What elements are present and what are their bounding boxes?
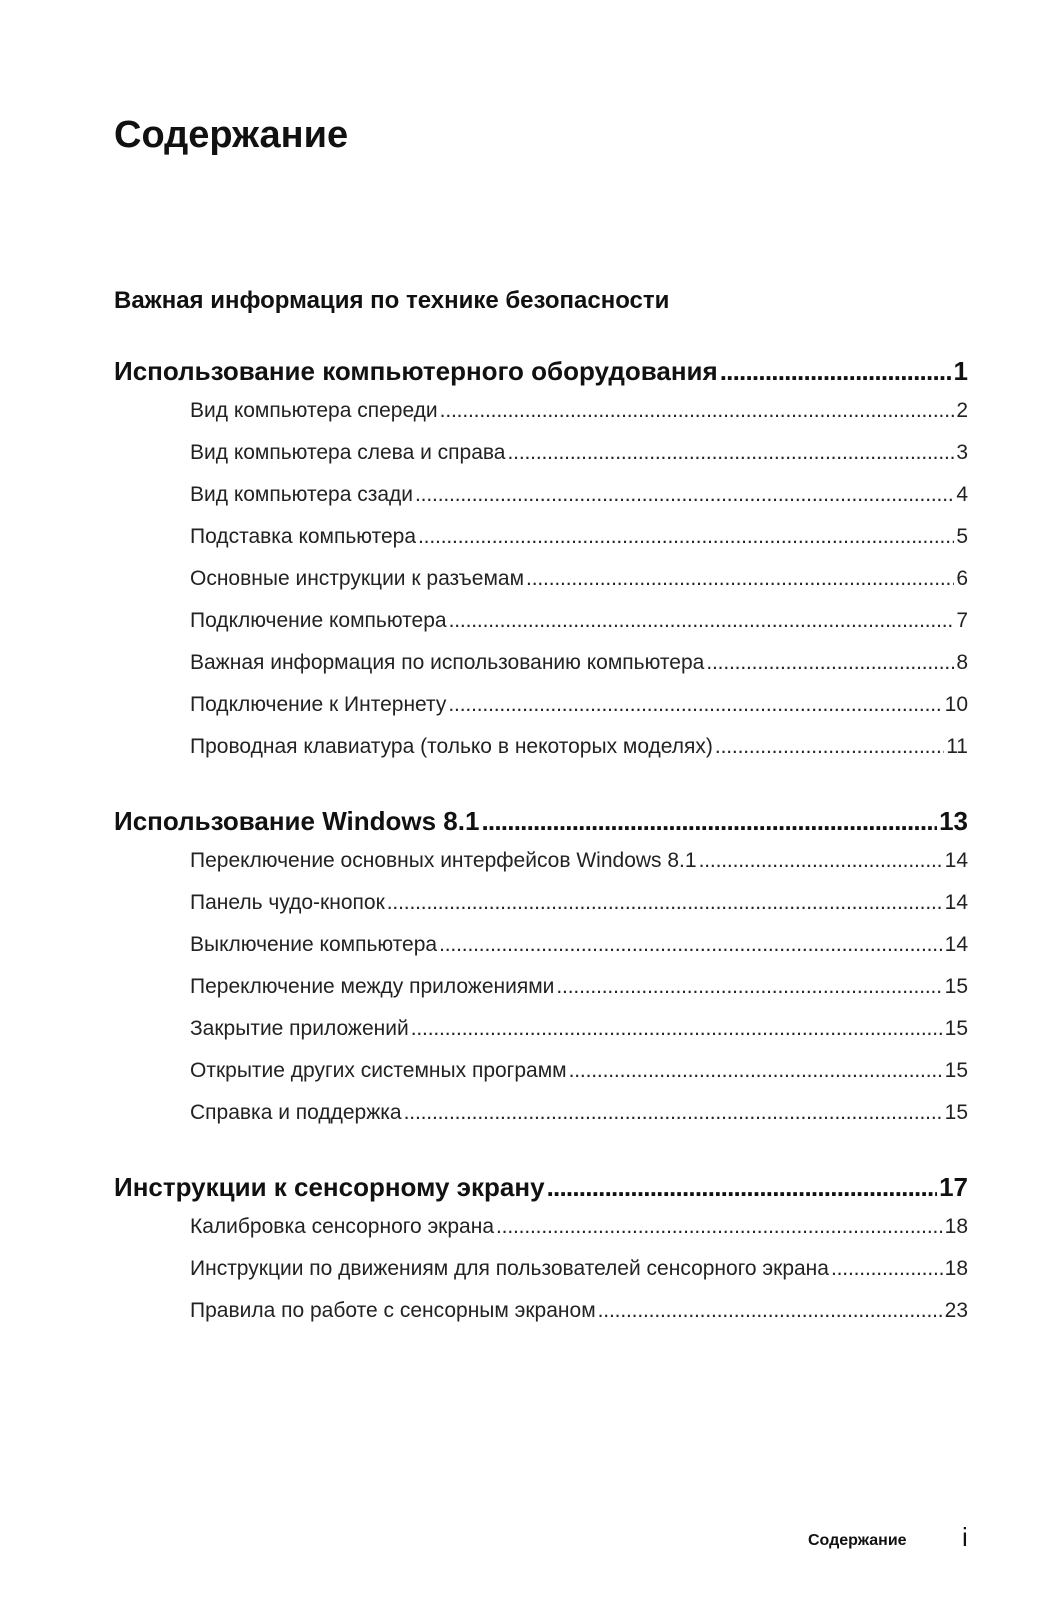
dot-leader [404, 1092, 943, 1134]
entry-label: Основные инструкции к разъемам [190, 567, 525, 590]
entry-page: 8 [956, 651, 968, 674]
toc-section [114, 1168, 968, 1332]
toc-section [114, 802, 968, 1134]
dot-leader [507, 432, 954, 474]
toc-entry[interactable] [190, 1050, 968, 1092]
dot-leader [598, 1290, 943, 1332]
entry-page: 14 [944, 849, 968, 872]
section-title: Использование Windows 8.1 [114, 806, 480, 836]
footer-page-number: i [962, 1522, 968, 1552]
dot-leader [411, 1008, 943, 1050]
toc-entry[interactable] [190, 966, 968, 1008]
entry-label: Важная информация по использованию компьютера [190, 651, 705, 674]
entry-page: 18 [944, 1257, 968, 1280]
entry-page: 7 [956, 609, 968, 632]
safety-heading: Важная информация по технике безопасности [114, 287, 670, 314]
entry-page: 10 [944, 693, 968, 716]
dot-leader [699, 840, 943, 882]
dot-leader [448, 684, 942, 726]
toc-entry[interactable] [190, 516, 968, 558]
entry-label: Инструкции по движениям для пользователей сенсорного экрана [190, 1257, 829, 1280]
toc-entry[interactable] [190, 432, 968, 474]
entry-label: Вид компьютера спереди [190, 399, 438, 422]
toc-entry[interactable] [190, 600, 968, 642]
toc-entry[interactable] [190, 1290, 968, 1332]
dot-leader [439, 924, 943, 966]
entry-page: 4 [956, 483, 968, 506]
dot-leader [720, 352, 952, 390]
section-title: Инструкции к сенсорному экрану [114, 1172, 545, 1202]
toc-section-heading[interactable] [114, 802, 968, 840]
section-page: 1 [953, 356, 968, 386]
dot-leader [569, 1050, 943, 1092]
entry-label: Подключение компьютера [190, 609, 447, 632]
entry-page: 15 [944, 1059, 968, 1082]
dot-leader [706, 642, 954, 684]
entry-page: 2 [956, 399, 968, 422]
toc-entry[interactable] [190, 558, 968, 600]
entry-page: 18 [944, 1215, 968, 1238]
toc-entry[interactable] [190, 474, 968, 516]
toc-entry[interactable] [190, 684, 968, 726]
entry-label: Открытие других системных программ [190, 1059, 567, 1082]
entry-page: 14 [944, 891, 968, 914]
toc-section-heading[interactable] [114, 1168, 968, 1206]
entry-label: Правила по работе с сенсорным экраном [190, 1299, 596, 1322]
dot-leader [481, 802, 937, 840]
dot-leader [440, 390, 955, 432]
dot-leader [526, 558, 954, 600]
toc-entry[interactable] [190, 726, 968, 768]
entry-page: 14 [944, 933, 968, 956]
section-page: 17 [939, 1172, 968, 1202]
entry-page: 23 [944, 1299, 968, 1322]
entry-page: 15 [944, 975, 968, 998]
footer-label: Содержание [808, 1532, 907, 1549]
toc-entry[interactable] [190, 1008, 968, 1050]
dot-leader [556, 966, 942, 1008]
toc-entry[interactable] [190, 840, 968, 882]
dot-leader [418, 516, 954, 558]
entry-page: 5 [956, 525, 968, 548]
entry-label: Переключение между приложениями [190, 975, 555, 998]
toc-section-heading[interactable] [114, 352, 968, 390]
entry-label: Переключение основных интерфейсов Windows 8.1 [190, 849, 697, 872]
toc-entry[interactable] [190, 882, 968, 924]
entry-page: 15 [944, 1017, 968, 1040]
dot-leader [547, 1168, 938, 1206]
entry-label: Проводная клавиатура (только в некоторых моделях) [190, 735, 713, 758]
entry-label: Справка и поддержка [190, 1101, 402, 1124]
entry-label: Вид компьютера слева и справа [190, 441, 506, 464]
entry-page: 3 [956, 441, 968, 464]
toc-entry[interactable] [190, 1248, 968, 1290]
dot-leader [387, 882, 943, 924]
entry-label: Вид компьютера сзади [190, 483, 414, 506]
toc-entry[interactable] [190, 1206, 968, 1248]
toc-entry[interactable] [190, 1092, 968, 1134]
dot-leader [831, 1248, 943, 1290]
entry-page: 11 [946, 735, 968, 758]
toc-section [114, 352, 968, 768]
dot-leader [449, 600, 955, 642]
entry-page: 15 [944, 1101, 968, 1124]
toc-entry[interactable] [190, 924, 968, 966]
dot-leader [715, 726, 944, 768]
section-title: Использование компьютерного оборудования [114, 356, 718, 386]
entry-page: 6 [956, 567, 968, 590]
entry-label: Калибровка сенсорного экрана [190, 1215, 494, 1238]
toc-entry[interactable] [190, 390, 968, 432]
dot-leader [415, 474, 954, 516]
entry-label: Панель чудо-кнопок [190, 891, 385, 914]
section-page: 13 [939, 806, 968, 836]
entry-label: Подставка компьютера [190, 525, 417, 548]
dot-leader [496, 1206, 943, 1248]
entry-label: Закрытие приложений [190, 1017, 409, 1040]
page-title: Содержание [114, 114, 349, 156]
entry-label: Выключение компьютера [190, 933, 438, 956]
entry-label: Подключение к Интернету [190, 693, 447, 716]
toc-entry[interactable] [190, 642, 968, 684]
